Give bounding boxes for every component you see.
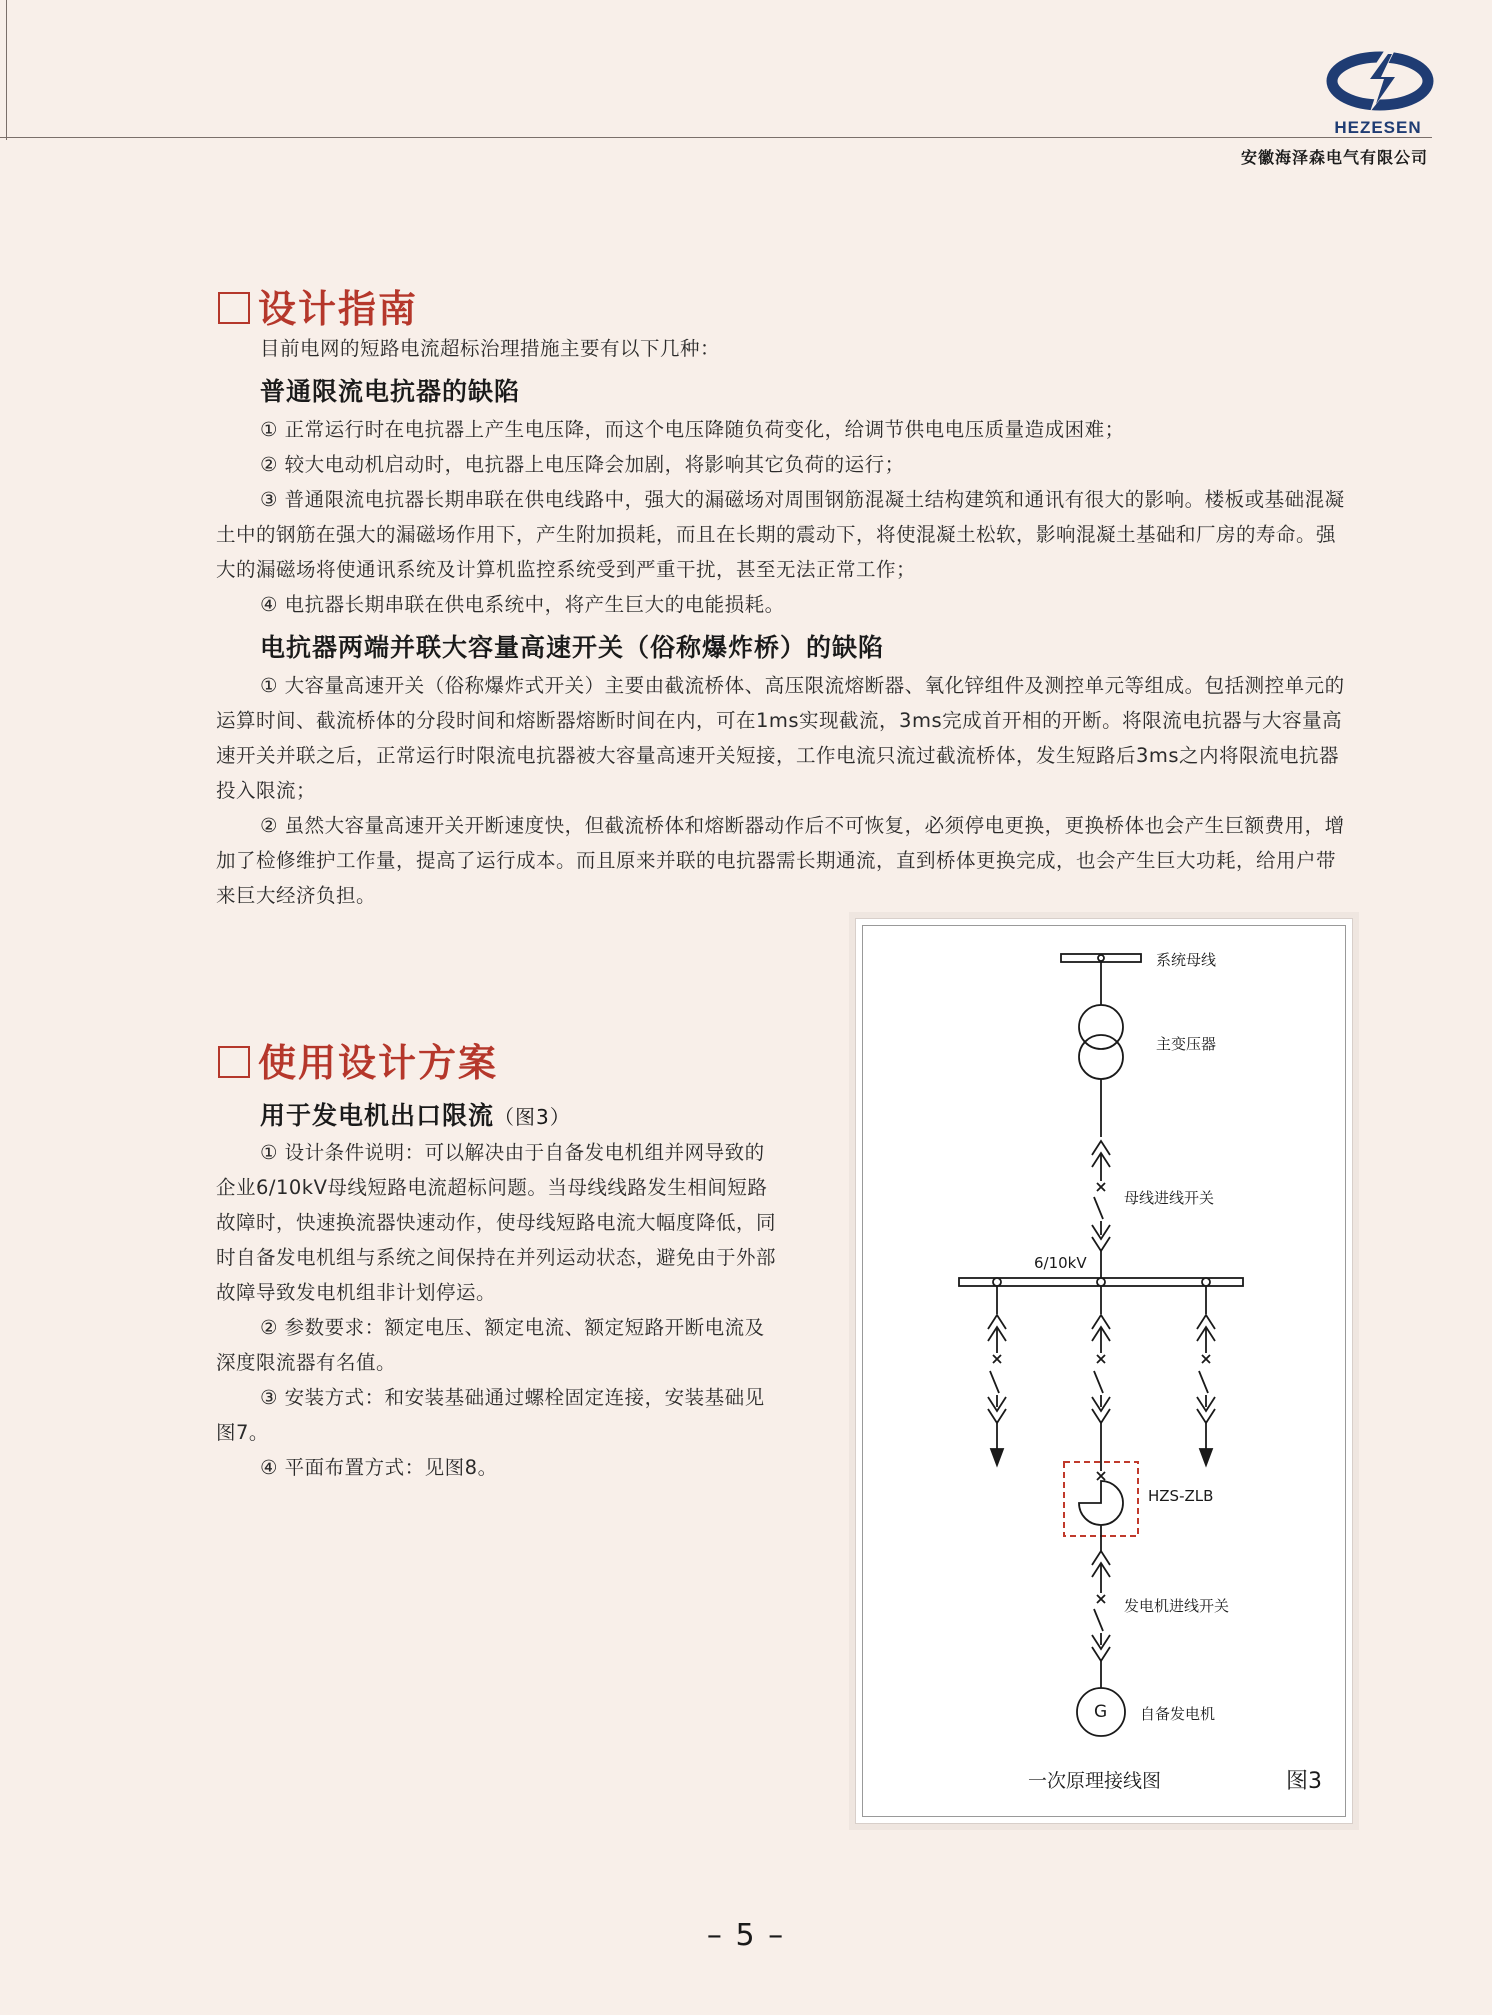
header-rule [0,137,1432,138]
label-bus-incoming-switch: 母线进线开关 [1124,1189,1215,1207]
reactor-symbol [1079,1481,1123,1525]
checkbox-square-icon [218,292,250,324]
section-title-design-guide [218,278,418,333]
figure-caption: 一次原理接线图 [1028,1770,1162,1792]
breaker-x-mark [993,1355,1001,1363]
bus-node [1098,955,1104,961]
paragraph-scheme-1: ① 设计条件说明：可以解决由于自备发电机组并网导致的企业6/10kV母线短路电流超标问题。当母线线路发生相间短路故障时，快速换流器快速动作，使母线短路电流大幅度降低，同时自备发电机组与系统之间保持在并列运动状态，避免由于外部故障导致发电机组非计划停运。 [216,1141,777,1304]
paragraph-reactor-2: ② 较大电动机启动时，电抗器上电压降会加剧，将影响其它负荷的运行； [260,453,905,476]
company-logo [1320,44,1440,114]
paragraph-scheme-4: ④ 平面布置方式：见图8。 [260,1456,498,1479]
label-generator-switch: 发电机进线开关 [1124,1597,1230,1615]
paragraph-reactor-1: ① 正常运行时在电抗器上产生电压降，而这个电压降随负荷变化，给调节供电电压质量造成困难； [260,418,1125,441]
section-title-text: 使用设计方案 [258,1041,499,1085]
label-main-transformer: 主变压器 [1156,1035,1217,1053]
subtitle-text: 用于发电机出口限流 [260,1101,495,1130]
label-generator: 自备发电机 [1140,1705,1216,1723]
paragraph-switch-2: ② 虽然大容量高速开关开断速度快，但截流桥体和熔断器动作后不可恢复，必须停电更换，更换桥体也会产生巨额费用，增加了检修维护工作量，提高了运行成本。而且原来并联的电抗器需长期通流，直到桥体更换完成，也会产生巨大功耗，给用户带来巨大经济负担。 [216,814,1345,907]
company-name: 安徽海泽森电气有限公司 [1240,148,1428,167]
switch-blade [1094,1609,1103,1631]
section-title-text: 设计指南 [258,287,419,331]
breaker-x-mark [1097,1595,1105,1603]
figure-3 [855,918,1353,1824]
intro-paragraph: 目前电网的短路电流超标治理措施主要有以下几种： [260,337,721,360]
generator-symbol: G [1094,1702,1108,1722]
breaker-x-mark [1097,1355,1105,1363]
subtitle-generator-limiting [260,1096,571,1132]
header-left-rule [6,0,7,140]
label-voltage: 6/10kV [1034,1254,1087,1272]
wiring-diagram [856,919,1352,1823]
breaker-x-mark [1097,1183,1105,1191]
subtitle-reactor-defects: 普通限流电抗器的缺陷 [260,377,521,406]
paragraph-reactor-3: ③ 普通限流电抗器长期串联在供电线路中，强大的漏磁场对周围钢筋混凝土结构建筑和通讯有很大的影响。楼板或基础混凝土中的钢筋在强大的漏磁场作用下，产生附加损耗，而且在长期的震动下，将使混凝土松软，影响混凝土基础和厂房的寿命。强大的漏磁场将使通讯系统及计算机监控系统受到严重干扰，甚至无法正常工作； [216,488,1345,581]
switch-blade [1199,1371,1208,1393]
paragraph-scheme-3: ③ 安装方式：和安装基础通过螺栓固定连接，安装基础见图7。 [216,1386,765,1444]
switch-blade [990,1371,999,1393]
brand-name: HEZESEN [1334,118,1422,137]
arrow-head [1200,1449,1212,1465]
paragraph-scheme-2: ② 参数要求：额定电压、额定电流、额定短路开断电流及深度限流器有名值。 [216,1316,765,1374]
transformer-winding-bottom [1079,1035,1123,1079]
breaker-x-mark [1202,1355,1210,1363]
bus-node [1097,1278,1105,1286]
label-system-bus: 系统母线 [1156,951,1217,969]
breaker-x-mark [1097,1472,1105,1480]
subtitle-switch-defects: 电抗器两端并联大容量高速开关（俗称爆炸桥）的缺陷 [260,633,885,662]
figure-reference: （图3） [494,1105,571,1129]
switch-blade [1094,1371,1103,1393]
bus-node [993,1278,1001,1286]
checkbox-square-icon [218,1046,250,1078]
figure-number: 图3 [1286,1769,1322,1794]
switch-blade [1094,1197,1103,1219]
label-device: HZS-ZLB [1148,1487,1214,1505]
paragraph-switch-1: ① 大容量高速开关（俗称爆炸式开关）主要由截流桥体、高压限流熔断器、氧化锌组件及测控单元等组成。包括测控单元的运算时间、截流桥体的分段时间和熔断器熔断时间在内，可在1ms实现截流，3ms完成首开相的开断。将限流电抗器与大容量高速开关并联之后，正常运行时限流电抗器被大容量高速开关短接，工作电流只流过截流桥体，发生短路后3ms之内将限流电抗器投入限流； [216,674,1345,802]
bus-node [1202,1278,1210,1286]
section-title-design-scheme [218,1032,498,1087]
paragraph-reactor-4: ④ 电抗器长期串联在供电系统中，将产生巨大的电能损耗。 [260,593,785,616]
arrow-head [991,1449,1003,1465]
page-number: – 5 – [706,1918,786,1953]
